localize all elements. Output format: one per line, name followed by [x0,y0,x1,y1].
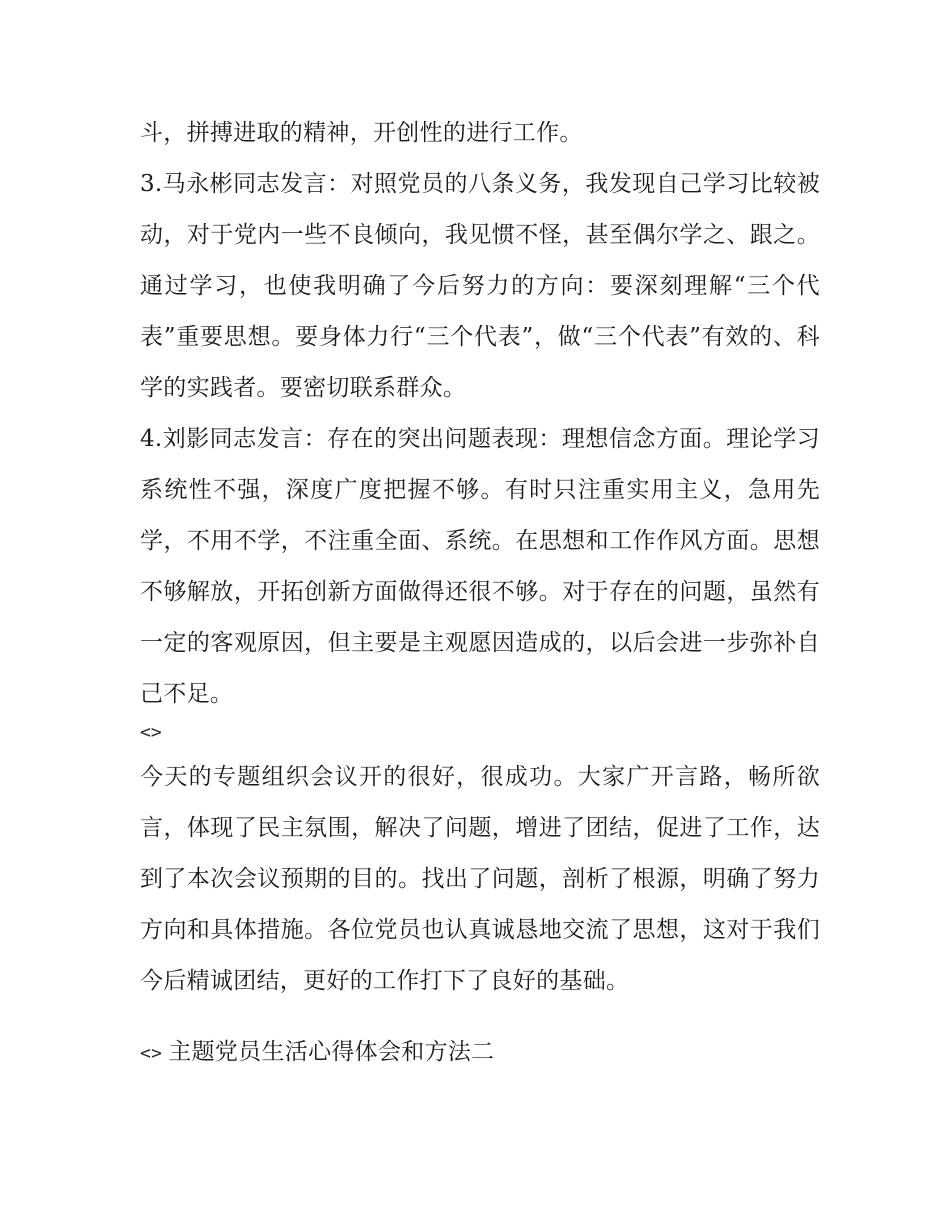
heading-text: 主题党员生活心得体会和方法二 [168,1039,495,1065]
document-page [140,108,820,1079]
paragraph-closing: 今天的专题组织会议开的很好，很成功。大家广开言路，畅所欲言，体现了民主氛围，解决了问题，增进了团结，促进了工作，达到了本次会议预期的目的。找出了问题，剖析了根源，明确了努力方向和具体措施。各位党员也认真诚恳地交流了思想，这对于我们今后精诚团结，更好的工作打下了良好的基础。 [140,764,820,994]
heading-marker: <> [140,1043,163,1064]
section-marker: <> [140,722,162,743]
paragraph-speech-3: 3.马永彬同志发言：对照党员的八条义务，我发现自己学习比较被动，对于党内一些不良倾向，我见惯不怪，甚至偶尔学之、跟之。通过学习，也使我明确了今后努力的方向：要深刻理解“三个代表”重要思想。要身体力行“三个代表”，做“三个代表”有效的、科学的实践者。要密切联系群众。 [140,171,820,401]
paragraph-speech-4: 4.刘影同志发言：存在的突出问题表现：理想信念方面。理论学习系统性不强，深度广度把握不够。有时只注重实用主义，急用先学，不用不学，不注重全面、系统。在思想和工作作风方面。思想不够解放，开拓创新方面做得还很不够。对于存在的问题，虽然有一定的客观原因，但主要是主观愿因造成的，以后会进一步弥补自己不足。 [140,426,820,707]
section-heading [140,1027,820,1079]
paragraph-continuation: 斗，拼搏进取的精神，开创性的进行工作。 [140,120,583,146]
